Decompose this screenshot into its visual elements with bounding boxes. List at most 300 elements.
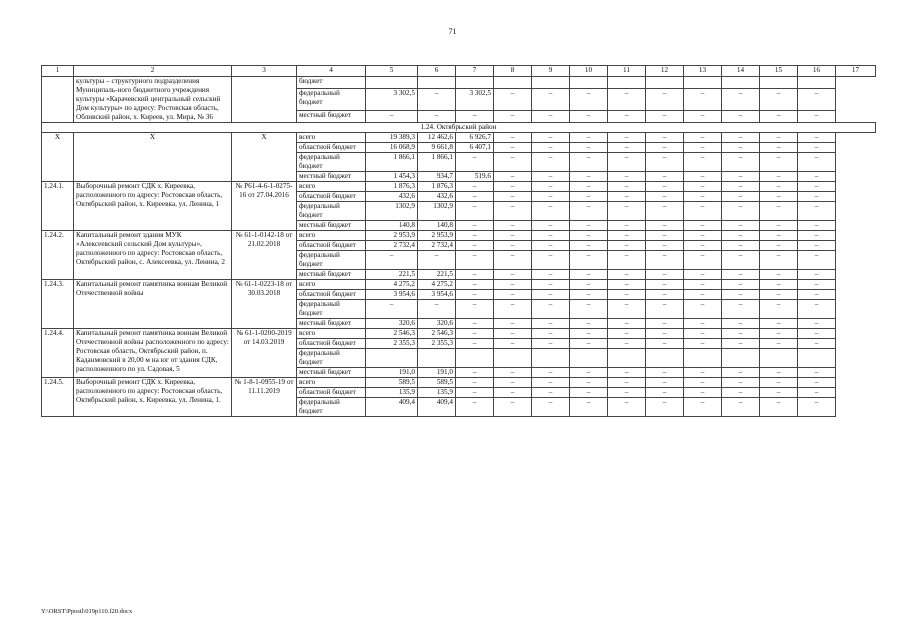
value-cell: – (456, 111, 494, 123)
value-cell: – (456, 280, 494, 290)
value-cell: 1 876,3 (418, 182, 456, 192)
value-cell: 432,6 (418, 192, 456, 202)
object-name-cell: Капитальный ремонт памятника воинам Великой Отечественной войны (74, 280, 232, 329)
value-cell (532, 349, 570, 368)
column-number: 13 (684, 66, 722, 77)
value-cell: – (722, 231, 760, 241)
value-cell: – (532, 143, 570, 153)
value-cell: – (532, 231, 570, 241)
object-name-cell: Выборочный ремонт СДК х. Киреевка, расположенного по адресу: Ростовская область, Октябрьский район, х. Киреевка, ул. Ленина, 1 (74, 182, 232, 231)
value-cell: – (608, 388, 646, 398)
value-cell: 3 954,6 (418, 290, 456, 300)
value-cell: 2 546,3 (418, 329, 456, 339)
value-cell: – (760, 182, 798, 192)
value-cell: – (760, 290, 798, 300)
value-cell: – (684, 111, 722, 123)
value-cell: – (532, 172, 570, 182)
value-cell: – (646, 251, 684, 270)
value-cell: – (494, 192, 532, 202)
value-cell: 135,9 (366, 388, 418, 398)
value-cell: – (532, 378, 570, 388)
budget-source-cell: местный бюджет (297, 319, 366, 329)
value-cell: 1 454,3 (366, 172, 418, 182)
value-cell: – (722, 290, 760, 300)
value-cell: – (760, 339, 798, 349)
value-cell: – (722, 241, 760, 251)
value-cell: – (722, 251, 760, 270)
value-cell: – (494, 251, 532, 270)
value-cell: – (608, 182, 646, 192)
value-cell: – (798, 88, 836, 110)
value-cell: 6 926,7 (456, 133, 494, 143)
column-number: 15 (760, 66, 798, 77)
value-cell: – (570, 388, 608, 398)
value-cell (646, 349, 684, 368)
value-cell: – (456, 182, 494, 192)
value-cell (760, 349, 798, 368)
value-cell: – (494, 153, 532, 172)
value-cell: 432,6 (366, 192, 418, 202)
value-cell: – (722, 133, 760, 143)
document-cell (232, 77, 297, 123)
budget-source-cell: федеральный бюджет (297, 153, 366, 172)
value-cell: – (760, 133, 798, 143)
value-cell: – (684, 153, 722, 172)
column-number: 6 (418, 66, 456, 77)
value-cell: – (418, 88, 456, 110)
value-cell: – (798, 202, 836, 221)
value-cell: 191,0 (418, 368, 456, 378)
budget-source-cell: местный бюджет (297, 111, 366, 123)
value-cell: – (608, 111, 646, 123)
value-cell: – (760, 329, 798, 339)
value-cell: – (646, 319, 684, 329)
value-cell: – (570, 241, 608, 251)
value-cell: – (722, 182, 760, 192)
value-cell: – (646, 388, 684, 398)
budget-source-cell: федеральный бюджет (297, 202, 366, 221)
total-marker: Х (42, 133, 74, 182)
value-cell: – (684, 192, 722, 202)
value-cell: – (646, 398, 684, 417)
value-cell: – (760, 241, 798, 251)
value-cell: – (798, 319, 836, 329)
value-cell: – (494, 202, 532, 221)
value-cell: – (760, 319, 798, 329)
value-cell: 135,9 (418, 388, 456, 398)
value-cell (646, 77, 684, 89)
value-cell: – (494, 88, 532, 110)
column-number: 9 (532, 66, 570, 77)
value-cell: 409,4 (418, 398, 456, 417)
value-cell: – (570, 153, 608, 172)
value-cell (760, 77, 798, 89)
value-cell: – (722, 378, 760, 388)
value-cell: – (456, 202, 494, 221)
value-cell: – (608, 329, 646, 339)
value-cell: – (798, 111, 836, 123)
value-cell: – (684, 339, 722, 349)
value-cell: – (646, 378, 684, 388)
document-cell: № 1-8-1-0955-19 от 11.11.2019 (232, 378, 297, 417)
value-cell: – (722, 319, 760, 329)
document-cell: № Р61-4-6-1-0275-16 от 27.04.2016 (232, 182, 297, 231)
value-cell: – (570, 182, 608, 192)
value-cell: 934,7 (418, 172, 456, 182)
total-marker: Х (232, 133, 297, 182)
value-cell: – (722, 202, 760, 221)
value-cell: – (570, 319, 608, 329)
value-cell (494, 349, 532, 368)
value-cell: – (456, 231, 494, 241)
budget-source-cell: областной бюджет (297, 192, 366, 202)
value-cell: 3 302,5 (456, 88, 494, 110)
column-number: 4 (297, 66, 366, 77)
value-cell: – (646, 300, 684, 319)
value-cell: – (456, 153, 494, 172)
value-cell: – (570, 231, 608, 241)
value-cell: – (760, 398, 798, 417)
value-cell (684, 349, 722, 368)
value-cell: 2 953,9 (366, 231, 418, 241)
value-cell: – (760, 388, 798, 398)
value-cell: 1 866,1 (366, 153, 418, 172)
value-cell (798, 349, 836, 368)
value-cell: 2 732,4 (366, 241, 418, 251)
value-cell: 3 302,5 (366, 88, 418, 110)
value-cell: – (494, 172, 532, 182)
value-cell: 1302,9 (418, 202, 456, 221)
value-cell: – (684, 143, 722, 153)
budget-source-cell: всего (297, 378, 366, 388)
value-cell: – (760, 300, 798, 319)
column-number: 12 (646, 66, 684, 77)
value-cell: – (646, 329, 684, 339)
column-number: 17 (836, 66, 876, 77)
value-cell: – (456, 192, 494, 202)
budget-source-cell: всего (297, 182, 366, 192)
value-cell: – (722, 398, 760, 417)
value-cell: – (532, 319, 570, 329)
value-cell (418, 349, 456, 368)
value-cell: – (570, 378, 608, 388)
value-cell: 19 389,3 (366, 133, 418, 143)
budget-source-cell: областной бюджет (297, 241, 366, 251)
value-cell: – (646, 172, 684, 182)
document-cell: № 61-1-0142-18 от 21.02.2018 (232, 231, 297, 280)
budget-source-cell: федеральный бюджет (297, 398, 366, 417)
value-cell: – (722, 368, 760, 378)
value-cell (570, 77, 608, 89)
value-cell: – (798, 368, 836, 378)
value-cell: – (494, 368, 532, 378)
value-cell: 1 866,1 (418, 153, 456, 172)
column-number: 14 (722, 66, 760, 77)
value-cell: – (494, 143, 532, 153)
value-cell (456, 77, 494, 89)
value-cell: – (494, 221, 532, 231)
value-cell: – (760, 202, 798, 221)
document-cell: № 61-1-0200-2019 от 14.03.2019 (232, 329, 297, 378)
table-row (42, 231, 876, 241)
value-cell: – (798, 251, 836, 270)
value-cell: – (608, 280, 646, 290)
value-cell: – (722, 388, 760, 398)
value-cell: – (684, 182, 722, 192)
value-cell: – (418, 300, 456, 319)
value-cell: – (722, 221, 760, 231)
value-cell: 1302,9 (366, 202, 418, 221)
column-number: 3 (232, 66, 297, 77)
object-number: 1.24.2. (42, 231, 74, 280)
value-cell: – (456, 241, 494, 251)
section-title: 1.24. Октябрьский район (42, 123, 876, 133)
budget-source-cell: местный бюджет (297, 172, 366, 182)
value-cell: – (760, 192, 798, 202)
value-cell: – (532, 300, 570, 319)
value-cell: – (760, 153, 798, 172)
value-cell: – (608, 270, 646, 280)
value-cell: – (608, 290, 646, 300)
value-cell (532, 77, 570, 89)
value-cell: – (684, 378, 722, 388)
value-cell: – (494, 111, 532, 123)
value-cell: – (684, 319, 722, 329)
value-cell (570, 349, 608, 368)
value-cell: – (608, 133, 646, 143)
value-cell: – (608, 300, 646, 319)
value-cell: – (494, 388, 532, 398)
value-cell: – (684, 290, 722, 300)
value-cell: – (494, 378, 532, 388)
budget-source-cell: областной бюджет (297, 339, 366, 349)
page-number: 71 (448, 27, 457, 36)
value-cell: – (684, 231, 722, 241)
value-cell: – (608, 221, 646, 231)
value-cell: – (570, 329, 608, 339)
file-path-footer: Y:\ORST\Ppostl\019p110.f20.docx (41, 608, 133, 615)
value-cell: – (798, 231, 836, 241)
value-cell: – (608, 192, 646, 202)
value-cell (798, 77, 836, 89)
value-cell: – (608, 339, 646, 349)
value-cell: – (684, 251, 722, 270)
value-cell: – (646, 290, 684, 300)
value-cell: – (760, 368, 798, 378)
value-cell: – (494, 290, 532, 300)
value-cell: – (494, 329, 532, 339)
value-cell: – (532, 133, 570, 143)
value-cell: – (760, 88, 798, 110)
value-cell: – (366, 300, 418, 319)
value-cell: – (760, 143, 798, 153)
value-cell: – (760, 231, 798, 241)
value-cell: – (570, 111, 608, 123)
object-name-cell: Выборочный ремонт СДК х. Киреевка, расположенного по адресу: Ростовская область, Октябрьский район, х. Киреевка, ул. Ленина, 1. (74, 378, 232, 417)
value-cell: – (532, 111, 570, 123)
budget-source-cell: всего (297, 231, 366, 241)
value-cell (684, 77, 722, 89)
value-cell: – (798, 172, 836, 182)
value-cell (456, 349, 494, 368)
value-cell: – (532, 182, 570, 192)
value-cell: – (456, 329, 494, 339)
value-cell: – (722, 172, 760, 182)
value-cell: – (570, 192, 608, 202)
budget-source-cell: местный бюджет (297, 221, 366, 231)
value-cell: – (532, 329, 570, 339)
value-cell: – (570, 172, 608, 182)
column-number: 2 (74, 66, 232, 77)
value-cell: – (684, 202, 722, 221)
value-cell: – (570, 300, 608, 319)
value-cell: – (456, 251, 494, 270)
table-row (42, 280, 876, 290)
value-cell: – (760, 280, 798, 290)
value-cell: – (456, 270, 494, 280)
value-cell: 140,8 (366, 221, 418, 231)
value-cell: – (798, 388, 836, 398)
value-cell: 519,6 (456, 172, 494, 182)
value-cell: – (646, 133, 684, 143)
budget-source-cell: федеральный бюджет (297, 251, 366, 270)
value-cell: 320,6 (418, 319, 456, 329)
value-cell: – (760, 221, 798, 231)
value-cell: – (532, 251, 570, 270)
value-cell: – (532, 88, 570, 110)
column-number: 10 (570, 66, 608, 77)
value-cell: 409,4 (366, 398, 418, 417)
value-cell: – (532, 280, 570, 290)
value-cell: 140,8 (418, 221, 456, 231)
value-cell: – (570, 339, 608, 349)
value-cell: – (608, 319, 646, 329)
value-cell: – (570, 251, 608, 270)
value-cell: – (608, 88, 646, 110)
budget-source-cell: федеральный бюджет (297, 300, 366, 319)
column-number: 7 (456, 66, 494, 77)
value-cell: – (418, 251, 456, 270)
value-cell: – (722, 143, 760, 153)
value-cell: – (570, 133, 608, 143)
value-cell: 191,0 (366, 368, 418, 378)
value-cell: – (570, 368, 608, 378)
value-cell: – (456, 221, 494, 231)
value-cell: 221,5 (418, 270, 456, 280)
row-number-cell (42, 77, 74, 123)
value-cell: – (684, 133, 722, 143)
value-cell: 320,6 (366, 319, 418, 329)
value-cell: – (570, 143, 608, 153)
value-cell: – (684, 368, 722, 378)
value-cell: – (798, 143, 836, 153)
value-cell: 589,5 (366, 378, 418, 388)
value-cell: – (684, 88, 722, 110)
value-cell: – (570, 290, 608, 300)
object-name-cell: Капитальный ремонт памятника воинам Великой Отечественной войны расположенного по адресу: Ростовская область, Октябрьский район, п. Каданмовский в 20,00 м на юг от здания СДК, расположенного по ул. Садовая, 5 (74, 329, 232, 378)
column-number: 8 (494, 66, 532, 77)
value-cell: – (456, 368, 494, 378)
value-cell: – (798, 221, 836, 231)
value-cell: – (646, 143, 684, 153)
value-cell: – (722, 111, 760, 123)
value-cell: – (646, 202, 684, 221)
column-number: 11 (608, 66, 646, 77)
value-cell: – (684, 270, 722, 280)
value-cell: 6 407,1 (456, 143, 494, 153)
value-cell: – (532, 368, 570, 378)
value-cell: – (760, 378, 798, 388)
value-cell (494, 77, 532, 89)
column-number-row (42, 66, 876, 77)
budget-source-cell: областной бюджет (297, 290, 366, 300)
value-cell: – (608, 368, 646, 378)
value-cell: – (532, 398, 570, 417)
value-cell: – (570, 202, 608, 221)
value-cell: – (494, 339, 532, 349)
value-cell: – (532, 192, 570, 202)
value-cell: – (684, 172, 722, 182)
value-cell (366, 77, 418, 89)
value-cell: – (608, 172, 646, 182)
budget-source-cell: всего (297, 329, 366, 339)
value-cell: 1 876,3 (366, 182, 418, 192)
value-cell: – (798, 290, 836, 300)
value-cell: – (570, 88, 608, 110)
value-cell: – (608, 231, 646, 241)
value-cell: – (760, 251, 798, 270)
value-cell: – (798, 329, 836, 339)
value-cell: – (608, 202, 646, 221)
value-cell: – (684, 388, 722, 398)
value-cell (366, 349, 418, 368)
object-name-cell: Капитальный ремонт здания МУК «Алексеевский сельский Дом культуры», расположенного по адресу: Ростовская область, Октябрьский район, с. Алексеевка, ул. Ленина, 2 (74, 231, 232, 280)
value-cell: – (798, 270, 836, 280)
value-cell: – (608, 153, 646, 172)
value-cell: – (570, 280, 608, 290)
value-cell: – (722, 88, 760, 110)
value-cell: – (722, 280, 760, 290)
value-cell: – (798, 378, 836, 388)
value-cell: – (798, 153, 836, 172)
value-cell: – (494, 231, 532, 241)
column-number: 5 (366, 66, 418, 77)
value-cell: – (646, 153, 684, 172)
value-cell (722, 77, 760, 89)
value-cell: 589,5 (418, 378, 456, 388)
value-cell: – (608, 378, 646, 388)
value-cell: – (798, 300, 836, 319)
value-cell: – (684, 280, 722, 290)
value-cell: – (722, 300, 760, 319)
table-row (42, 378, 876, 388)
value-cell: 2 546,3 (366, 329, 418, 339)
value-cell: – (456, 300, 494, 319)
value-cell: – (570, 398, 608, 417)
value-cell: – (494, 280, 532, 290)
value-cell: – (684, 300, 722, 319)
value-cell: – (494, 319, 532, 329)
value-cell: – (646, 270, 684, 280)
document-cell: № 61-1-0223-18 от 30.03.2018 (232, 280, 297, 329)
value-cell: – (366, 111, 418, 123)
value-cell: 2 953,9 (418, 231, 456, 241)
budget-source-cell: всего (297, 280, 366, 290)
value-cell: – (760, 172, 798, 182)
value-cell: – (570, 221, 608, 231)
budget-source-cell: областной бюджет (297, 143, 366, 153)
budget-source-cell: бюджет (297, 77, 366, 89)
